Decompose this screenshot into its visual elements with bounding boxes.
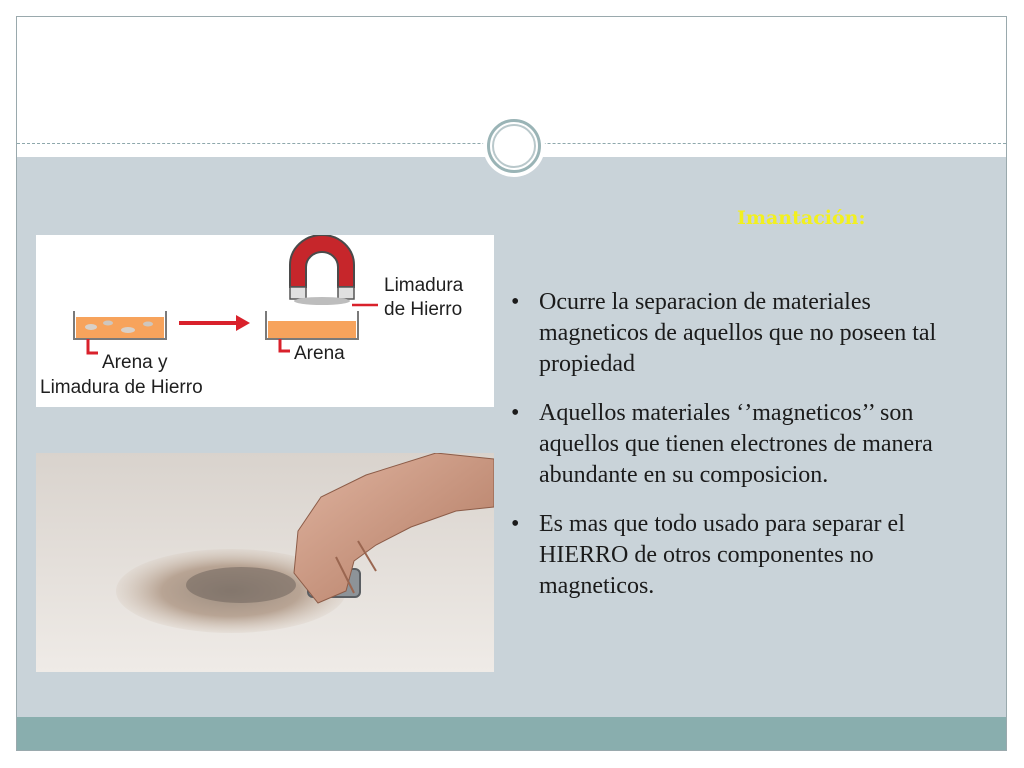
mixture-tray-icon bbox=[74, 311, 166, 339]
bullet-item bbox=[505, 398, 985, 491]
footer-band bbox=[17, 717, 1006, 751]
ornament-inner bbox=[492, 124, 536, 168]
circle-ornament-icon bbox=[483, 115, 545, 177]
bullet-item bbox=[505, 287, 985, 380]
horseshoe-magnet-icon bbox=[290, 235, 354, 305]
label-filings-line2: de Hierro bbox=[384, 299, 463, 320]
sand-pointer-icon bbox=[280, 339, 290, 351]
slide-heading: Imantación: bbox=[737, 207, 866, 229]
slide bbox=[16, 16, 1007, 751]
separation-diagram bbox=[36, 235, 494, 407]
label-filings-line1: Limadura bbox=[384, 275, 464, 296]
label-mixture-line1: Arena y bbox=[102, 352, 168, 373]
bullet-text: Ocurre la separacion de materiales magneticos de aquellos que no poseen tal propiedad bbox=[539, 289, 937, 377]
label-mixture-line2: Limadura de Hierro bbox=[40, 377, 203, 398]
sand-tray-icon bbox=[266, 311, 358, 339]
ornament-ring bbox=[487, 119, 541, 173]
bullet-text: Aquellos materiales ‘’magneticos’’ son aquellos que tienen electrones de manera abundante en su composicion. bbox=[539, 400, 933, 488]
bullet-dot-icon: • bbox=[511, 400, 520, 426]
bullet-list bbox=[505, 287, 985, 620]
label-sand: Arena bbox=[294, 343, 345, 364]
arrow-right-icon bbox=[179, 315, 250, 331]
bullet-text: Es mas que todo usado para separar el HIERRO de otros componentes no magneticos. bbox=[539, 511, 905, 599]
magnet-photo bbox=[36, 453, 494, 672]
magnet-photo-svg bbox=[36, 453, 494, 672]
bullet-dot-icon: • bbox=[511, 289, 520, 315]
bullet-item bbox=[505, 509, 985, 602]
separation-diagram-svg bbox=[36, 235, 494, 407]
bullet-dot-icon: • bbox=[511, 511, 520, 537]
mixture-pointer-icon bbox=[88, 339, 98, 353]
